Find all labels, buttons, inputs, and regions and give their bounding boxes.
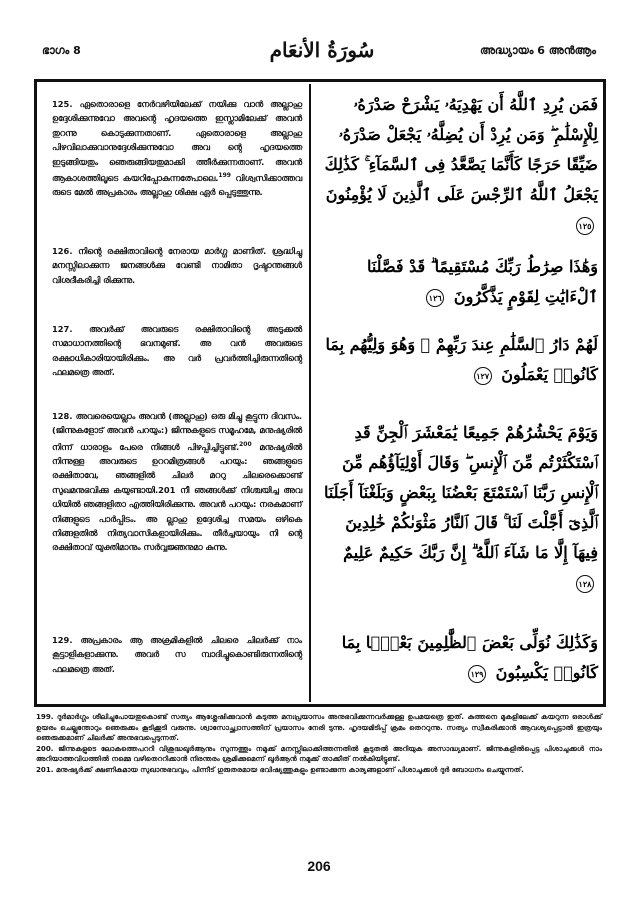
verse-number-badge: ١٢٨ [576, 575, 594, 593]
arabic-verse-127: لَهُمْ دَارُ ٱلسَّلَٰمِ عِندَ رَبِّهِمْ ۖ وَهُوَ وَلِيُّهُم بِمَا كَانُوا۟ يَعْمَلُونَ ١٢٧ [325, 335, 598, 384]
translation-paragraph-127: 127. അവർക്ക് അവരുടെ രക്ഷിതാവിന്റെ അടുക്കൽ സമാധാനത്തിന്റെ ഭവനമുണ്ട്. അ വൻ അവരുടെ രക്ഷാധികാരിയായിരിക്കും. അ വർ പ്രവർത്തിച്ചിരുന്നതിന്റെ ഫലമത്രെ അത്. [52, 324, 302, 378]
translation-paragraph-128: 128. അവരെയെല്ലാം അവൻ (അല്ലാഹു) ഒരു മിച്ചു കൂട്ടുന്ന ദിവസം. (ജിന്നുകളോട് അവൻ പറയും:) ജിന്നുകളുടെ സമൂഹമേ, മനുഷ്യരിൽ നിന്ന് ധാരാളം പേരെ നിങ്ങൾ പിഴപ്പിച്ചിട്ടുണ്ട്.$^{200}$ മനുഷ്യരിൽ നിന്നുള്ള അവരുടെ ഉററമിത്രങ്ങൾ പറയും: ഞങ്ങളുടെ രക്ഷിതാവേ, ഞങ്ങളിൽ ചിലർ മററു ചിലരെക്കൊണ്ട് സുഖമനുഭവിക്കു കയുണ്ടായി.201 നീ ഞങ്ങൾക്ക് നിശ്ചയിച്ച അവ ധിയിൽ ഞങ്ങളിതാ എത്തിയിരിക്കുന്നു. അവൻ പറയും: നരകമാണ് നിങ്ങളുടെ പാർപ്പിടം. അ ല്ലാഹു ഉദ്ദേശിച്ച സമയം ഒഴികെ നിങ്ങളതിൽ നിത്യവാസികളായിരിക്കും. തീർച്ചയായും നി ന്റെ രക്ഷിതാവ് യുക്തിമാനും സർവ്വജ്ഞനുമാ കുന്നു. [52, 411, 302, 553]
chapter-label: അദ്ധ്യായം 6 അൻആം [479, 44, 596, 57]
surah-title-calligraphy: سُورَةُ الأنعَام [269, 38, 375, 62]
arabic-verse-125: فَمَن يُرِدِ ٱللَّهُ أَن يَهْدِيَهُۥ يَشْرَحْ صَدْرَهُۥ لِلْإِسْلَٰمِ ۖ وَمَن يُرِدْ أَن يُضِلَّهُۥ يَجْعَلْ صَدْرَهُۥ ضَيِّقًا حَرَجًا كَأَنَّمَا يَصَّعَّدُ فِى ٱلسَّمَآءِ ۚ كَذَٰلِكَ يَجْعَلُ ٱللَّهُ ٱلرِّجْسَ عَلَى ٱلَّذِينَ لَا يُؤْمِنُونَ ١٢٥ [318, 90, 598, 240]
arabic-verse-126: وَهَٰذَا صِرَٰطُ رَبِّكَ مُسْتَقِيمًا ۗ قَدْ فَصَّلْنَا ٱلْءَايَٰتِ لِقَوْمٍ يَذَّكَّرُونَ ١٢٦ [366, 257, 598, 306]
page-number: 206 [307, 858, 331, 874]
part-label: ഭാഗം 8 [42, 44, 81, 57]
column-divider [309, 84, 311, 702]
footnotes [36, 712, 602, 776]
arabic-verse-129: وَكَذَٰلِكَ نُوَلِّى بَعْضَ ٱلظَّٰلِمِينَ بَعْضًۢا بِمَا كَانُوا۟ يَكْسِبُونَ ١٢٩ [341, 633, 598, 682]
translation-paragraph-125: 125. ഏതൊരാളെ നേർവഴിയിലേക്ക് നയിക്കു വാൻ അല്ലാഹു ഉദ്ദേശിക്കുന്നുവോ അവന്റെ ഹൃദയത്തെ ഇസ്ലാമിലേക്ക് അവൻ തുറന്നു കൊടുക്കുന്നതാണ്. ഏതൊരാളെ അല്ലാഹു പിഴവിലാക്കുവാനുദ്ദേശിക്കുന്നുവോ അവ ന്റെ ഹൃദയത്തെ ഇടുങ്ങിയതും ഞെരുങ്ങിയതുമാക്കി ത്തീർക്കുന്നതാണ്. അവൻ ആകാശത്തിലൂടെ കയറിപ്പോകുന്നത്പോലെ.$^{199}$ വിശ്വസിക്കാത്തവ രുടെ മേൽ അപ്രകാരം അല്ലാഹു ശിക്ഷ ഏർ പ്പെടുത്തുന്നു. [52, 99, 302, 198]
page-header [0, 38, 638, 72]
translation-paragraph-126: 126. നിന്റെ രക്ഷിതാവിന്റെ നേരായ മാർഗ്ഗ മാണിത്. ശ്രദ്ധിച്ചു മനസ്സിലാക്കുന്ന ജനങ്ങൾക്കു വേണ്ടി നാമിതാ ദൃഷ്ടാന്തങ്ങൾ വിശദീകരിച്ചി രിക്കുന്നു. [52, 246, 302, 285]
footnote-199: 199. ദുർമാർഗ്ഗം ശീലിച്ചുപോയതുകൊണ്ട് സത്യം ആശ്ലേഷിക്കുവാൻ കടുത്ത മനഃപ്രയാസം അനുഭവിക്കുന്നവർക്കുള്ള ഉപമയത്രെ ഇത്. കുത്തനെ മുകളിലേക്ക് കയറുന്ന ഒരാൾക്ക് ഉയരം ചെല്ലുന്തോറും ഞെരുക്കം കൂടിക്കൂടി വരുന്നു. ശ്വാസോച്ഛ്വാസത്തിന് പ്രയാസം നേരി ടുന്നു. ഹൃദയമിടിപ്പ് ക്രമം തെററുന്നു. സത്യം സ്വീകരിക്കാൻ ആവശ്യപ്പെട്ടാൽ ഇത്രയും ഞെരുക്കമാണ് ചിലർക്ക് അനുഭവപ്പെടുന്നത്. [36, 712, 602, 743]
footnote-201: 201. മനുഷ്യർക്ക് ക്ഷണികമായ സുഖാനുഭവവും, പിന്നീട് ഗുരുതരമായ ഭവിഷ്യത്തുകളും ഉണ്ടാക്കുന്ന കാര്യങ്ങളാണ് പിശാചുക്കൾ ദുർ ബോധനം ചെയ്യുന്നത്. [36, 764, 524, 774]
verse-number-badge: ١٢٥ [576, 217, 594, 235]
translation-paragraph-129: 129. അപ്രകാരം ആ അക്രമികളിൽ ചിലരെ ചിലർക്ക് നാം കൂട്ടാളികളാക്കുന്നു. അവർ സ മ്പാദിച്ചുകൊണ്ടിരുന്നതിന്റെ ഫലമത്രെ അത്. [52, 635, 302, 674]
verse-number-badge: ١٢٦ [426, 289, 444, 307]
verse-number-badge: ١٢٩ [468, 665, 486, 683]
footnote-200: 200. ജിന്നുകളുടെ ലോകത്തെപററി വിശുദ്ധഖുർആനും സുന്നത്തും നമുക്ക് മനസ്സിലാക്കിത്തന്നതിൽ കൂടുതൽ അറിയുക അസാദ്ധ്യമാണ്. ജിന്നുകളിൽപ്പെട്ട പിശാചുക്കൾ നാം അറിയാത്തവിധത്തിൽ നമ്മെ വഴിതെററിക്കാൻ നിരന്തരം ശ്രമിക്കുമെന്ന് ഖുർആൻ നമുക്ക് താക്കീത് നൽകിയിട്ടുണ്ട്. [36, 743, 602, 764]
arabic-verse-128: وَيَوْمَ يَحْشُرُهُمْ جَمِيعًا يَٰمَعْشَرَ ٱلْجِنِّ قَدِ ٱسْتَكْثَرْتُم مِّنَ ٱلْإِنسِ ۖ وَقَالَ أَوْلِيَآؤُهُم مِّنَ ٱلْإِنسِ رَبَّنَا ٱسْتَمْتَعَ بَعْضُنَا بِبَعْضٍ وَبَلَغْنَآ أَجَلَنَا ٱلَّذِىٓ أَجَّلْتَ لَنَا ۚ قَالَ ٱلنَّارُ مَثْوَىٰكُمْ خَٰلِدِينَ فِيهَآ إِلَّا مَا شَآءَ ٱللَّهُ ۗ إِنَّ رَبَّكَ حَكِيمٌ عَلِيمٌ ١٢٨ [318, 418, 598, 598]
verse-number-badge: ١٢٧ [474, 367, 492, 385]
